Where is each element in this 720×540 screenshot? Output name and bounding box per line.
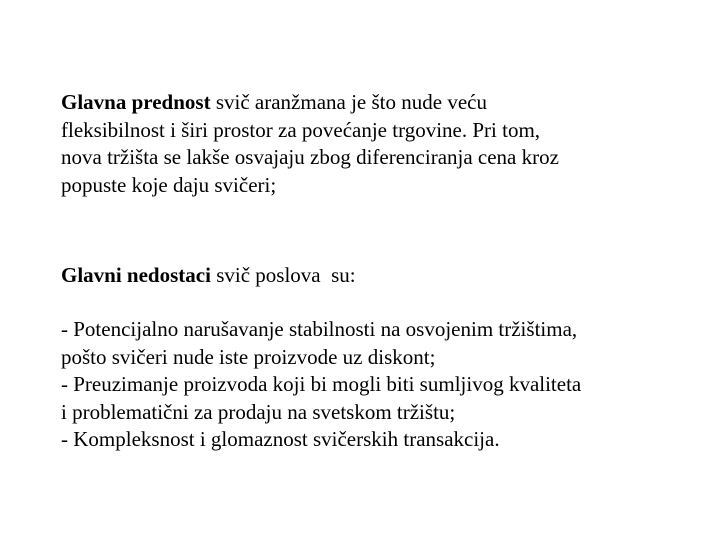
advantages-label: Glavna prednost — [61, 90, 211, 114]
advantages-line-2: fleksibilnost i širi prostor za povećanje trgovine. Pri tom, — [61, 117, 541, 142]
advantages-line-4: popuste koje daju svičeri; — [61, 172, 277, 197]
disadvantages-list — [61, 316, 681, 454]
advantages-line-1 — [61, 89, 681, 117]
advantages-line-1-text: svič aranžmana je što nude veću — [210, 90, 487, 114]
list-item: - Preuzimanje proizvoda koji bi mogli biti sumljivog kvaliteta — [61, 372, 582, 396]
disadvantages-text: svič poslova su: — [210, 263, 356, 287]
disadvantages-line — [61, 262, 681, 290]
advantages-paragraph — [61, 89, 681, 199]
list-item: - Kompleksnost i glomaznost svičerskih transakcija. — [61, 427, 500, 451]
advantages-line-3: nova tržišta se lakše osvajaju zbog diferenciranja cena kroz — [61, 145, 559, 169]
list-item: i problematični za prodaju na svetskom tržištu; — [61, 399, 456, 424]
disadvantages-label: Glavni nedostaci — [61, 263, 211, 287]
disadvantages-heading — [61, 262, 681, 290]
list-item: - Potencijalno narušavanje stabilnosti na osvojenim tržištima, — [61, 317, 578, 341]
list-item: pošto svičeri nude iste proizvode uz diskont; — [61, 344, 436, 369]
